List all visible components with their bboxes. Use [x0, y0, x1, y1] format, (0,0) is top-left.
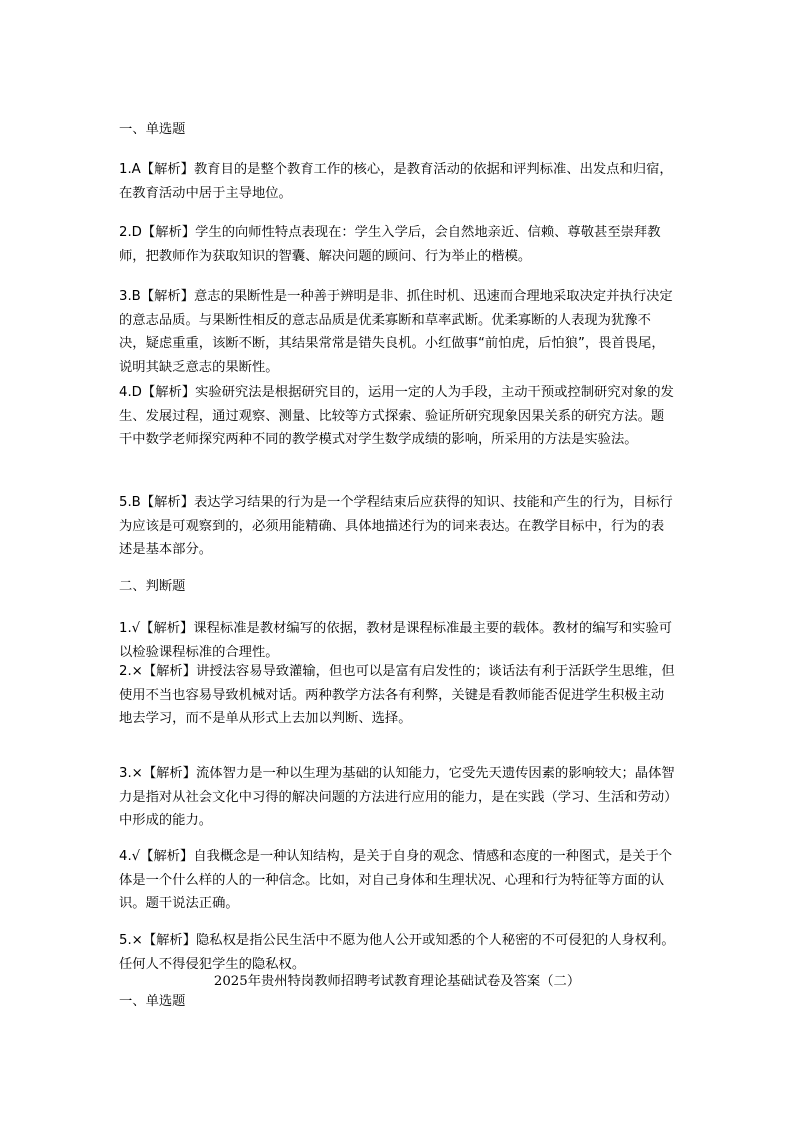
section-heading-single-choice-next: 一、单选题 [119, 994, 186, 1009]
answer-item: 3.×【解析】流体智力是一种以生理为基础的认知能力，它受先天遗传因素的影响较大；晶体智力是指对从社会文化中习得的解决问题的方法进行应用的能力，是在实践（学习、生活和劳动）中形成的能力。 [119, 766, 675, 828]
answer-item: 1.√【解析】课程标准是教材编写的依据，教材是课程标准最主要的载体。教材的编写和实验可以检验课程标准的合理性。 [119, 621, 673, 660]
answer-item: 1.A【解析】教育目的是整个教育工作的核心，是教育活动的依据和评判标准、出发点和归宿，在教育活动中居于主导地位。 [119, 162, 673, 201]
exam-title: 2025年贵州特岗教师招聘考试教育理论基础试卷及答案（二） [213, 974, 581, 989]
answer-item: 5.×【解析】隐私权是指公民生活中不愿为他人公开或知悉的个人秘密的不可侵犯的人身权利。任何人不得侵犯学生的隐私权。 [119, 933, 675, 972]
answer-item: 4.D【解析】实验研究法是根据研究目的，运用一定的人为手段，主动干预或控制研究对象的发生、发展过程，通过观察、测量、比较等方式探索、验证所研究现象因果关系的研究方法。题干中数学老师探究两种不同的教学模式对学生数学成绩的影响，所采用的方法是实验法。 [119, 385, 674, 447]
answer-item: 5.B【解析】表达学习结果的行为是一个学程结束后应获得的知识、技能和产生的行为，目标行为应该是可观察到的，必须用能精确、具体地描述行为的词来表达。在教学目标中，行为的表述是基本部分。 [119, 495, 673, 557]
answer-item: 4.√【解析】自我概念是一种认知结构，是关于自身的观念、情感和态度的一种图式，是关于个体是一个什么样的人的一种信念。比如，对自己身体和生理状况、心理和行为特征等方面的认识。题干说法正确。 [119, 849, 673, 911]
section-heading-true-false: 二、判断题 [119, 579, 186, 594]
answer-item: 2.×【解析】讲授法容易导致灌输，但也可以是富有启发性的；谈话法有利于活跃学生思维，但使用不当也容易导致机械对话。两种教学方法各有利弊，关键是看教师能否促进学生积极主动地去学习，而不是单从形式上去加以判断、选择。 [119, 664, 675, 726]
answer-item: 3.B【解析】意志的果断性是一种善于辨明是非、抓住时机、迅速而合理地采取决定并执行决定的意志品质。与果断性相反的意志品质是优柔寡断和草率武断。优柔寡断的人表现为犹豫不决，疑虑重重，该断不断，其结果常常是错失良机。小红做事“前怕虎，后怕狼”，畏首畏尾，说明其缺乏意志的果断性。 [119, 289, 673, 375]
section-heading-single-choice: 一、单选题 [119, 122, 186, 137]
answer-item: 2.D【解析】学生的向师性特点表现在：学生入学后，会自然地亲近、信赖、尊敬甚至崇拜教师，把教师作为获取知识的智囊、解决问题的顾问、行为举止的楷模。 [119, 225, 661, 264]
